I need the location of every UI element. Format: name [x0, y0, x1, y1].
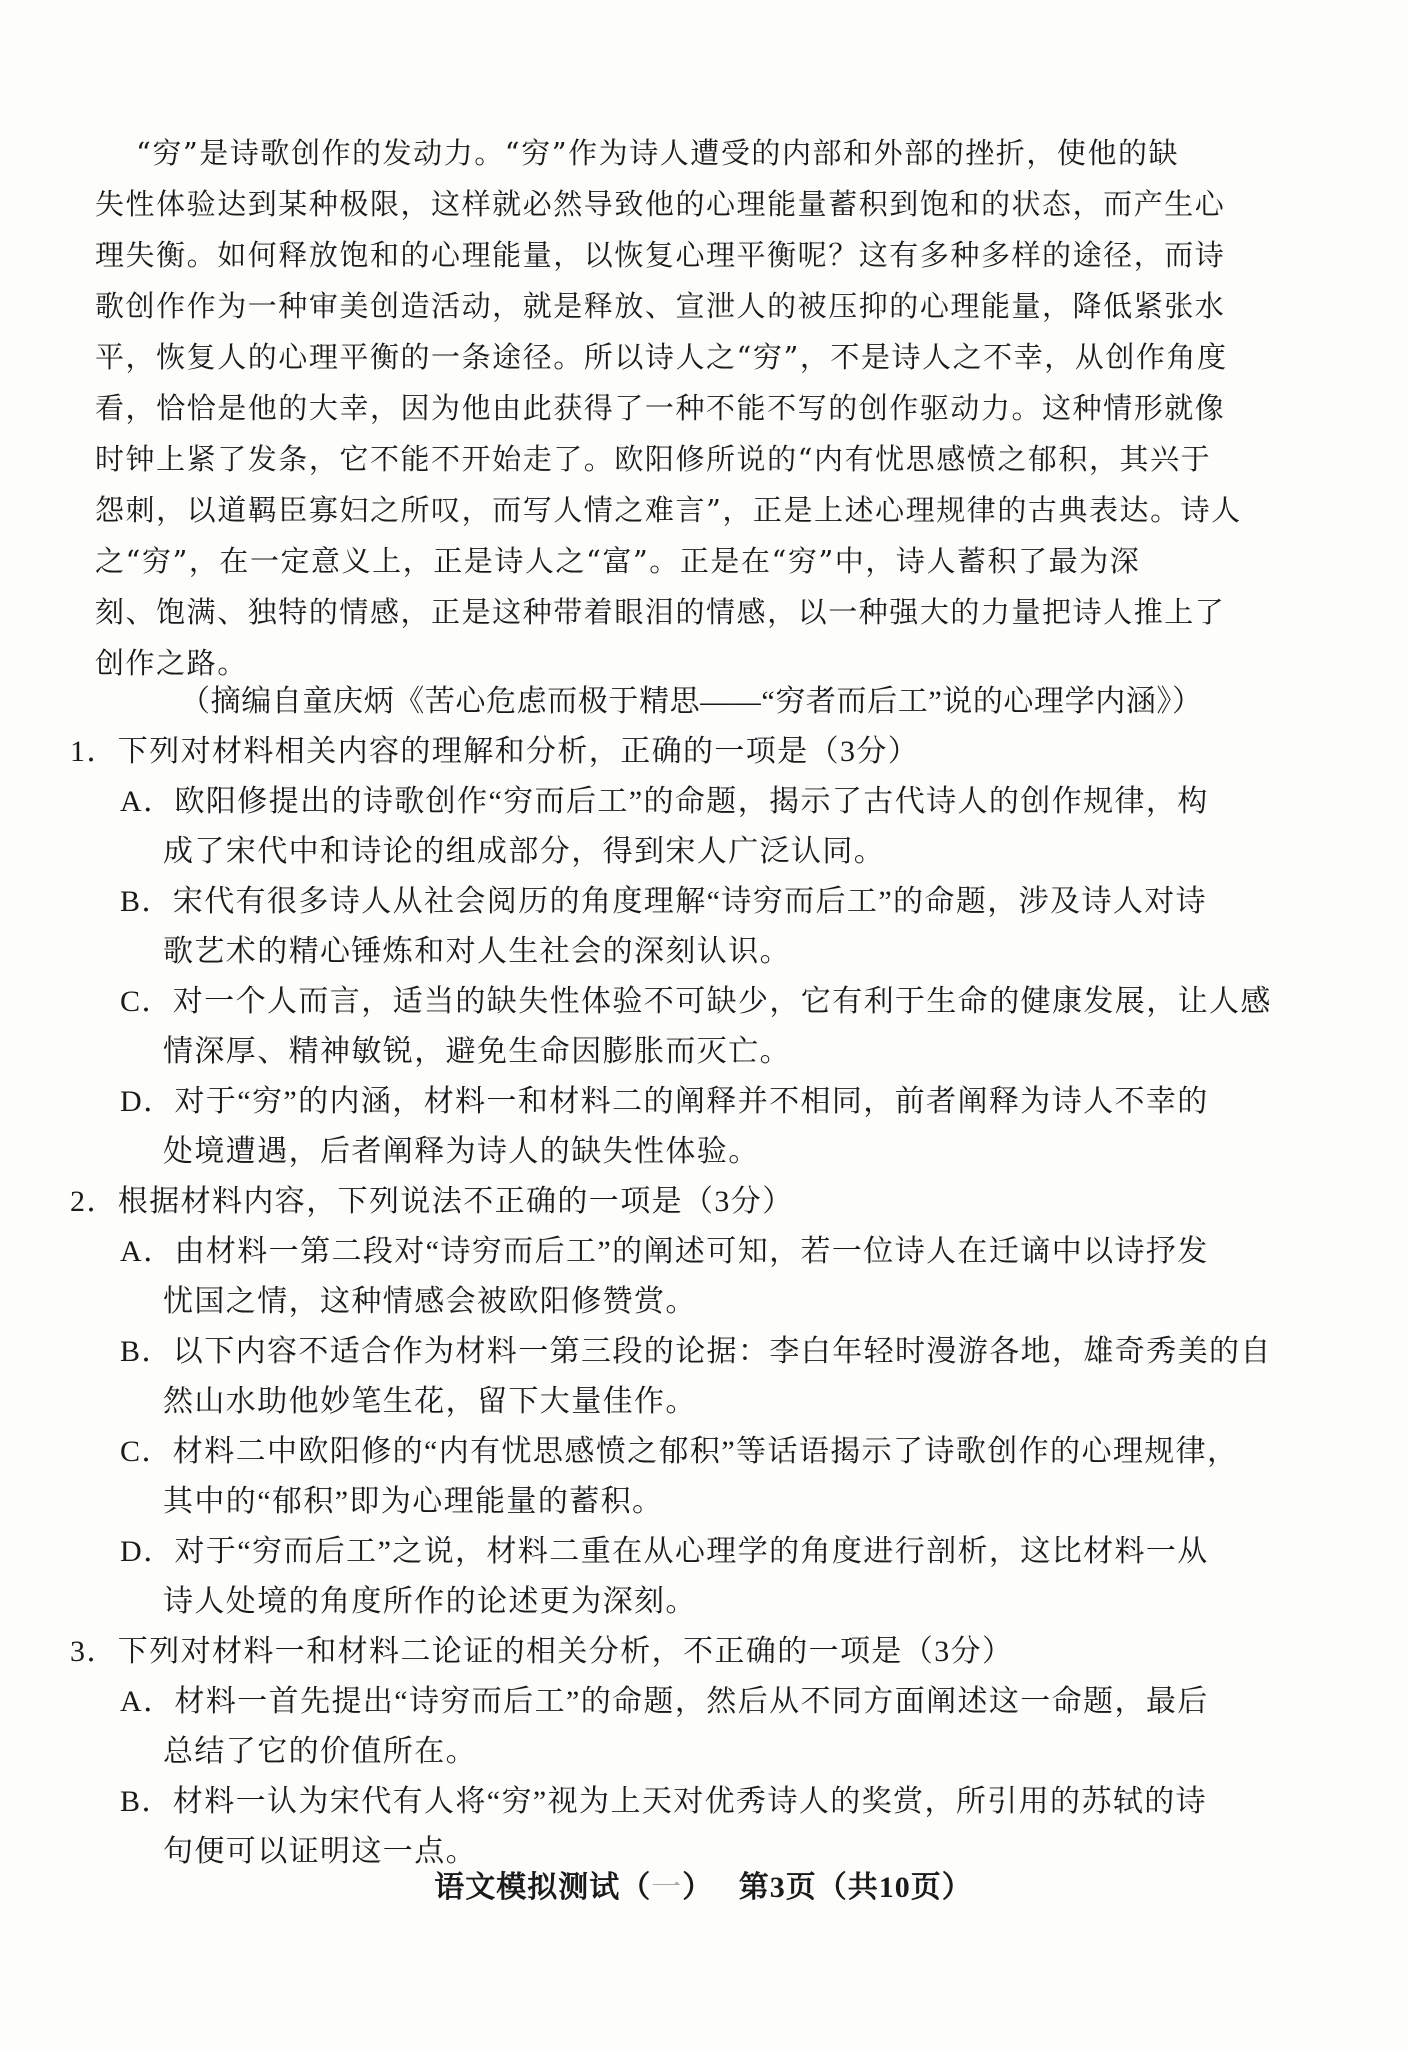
- passage-line: 时钟上紧了发条，它不能不开始走了。欧阳修所说的“内有忧思感愤之郁积，其兴于: [95, 442, 1212, 476]
- option-line: C．材料二中欧阳修的“内有忧思感愤之郁积”等话语揭示了诗歌创作的心理规律，: [120, 1435, 1239, 1468]
- option-line: B．宋代有很多诗人从社会阅历的角度理解“诗穷而后工”的命题，涉及诗人对诗: [120, 885, 1208, 918]
- passage-line: 歌创作作为一种审美创造活动，就是释放、宣泄人的被压抑的心理能量，降低紧张水: [95, 289, 1226, 323]
- option-line: 歌艺术的精心锤炼和对人生社会的深刻认识。: [163, 935, 791, 968]
- option-line: 其中的“郁积”即为心理能量的蓄积。: [163, 1485, 664, 1518]
- passage-line: 刻、饱满、独特的情感，正是这种带着眼泪的情感，以一种强大的力量把诗人推上了: [95, 595, 1226, 629]
- passage-line: “穷”是诗歌创作的发动力。“穷”作为诗人遭受的内部和外部的挫折，使他的缺: [136, 136, 1180, 170]
- option-line: 句便可以证明这一点。: [163, 1835, 477, 1868]
- option-line: C．对一个人而言，适当的缺失性体验不可缺少，它有利于生命的健康发展，让人感: [120, 985, 1272, 1018]
- page-footer: [0, 1866, 1407, 1910]
- option-line: 诗人处境的角度所作的论述更为深刻。: [163, 1585, 697, 1618]
- option-line: B．材料一认为宋代有人将“穷”视为上天对优秀诗人的奖赏，所引用的苏轼的诗: [120, 1785, 1208, 1818]
- option-line: 然山水助他妙笔生花，留下大量佳作。: [163, 1385, 697, 1418]
- option-line: D．对于“穷”的内涵，材料一和材料二的阐释并不相同，前者阐释为诗人不幸的: [120, 1085, 1209, 1118]
- option-line: 忧国之情，这种情感会被欧阳修赞赏。: [163, 1285, 697, 1318]
- exam-title: 语文模拟测试（: [434, 1871, 652, 1904]
- passage-line: 怨刺，以道羁臣寡妇之所叹，而写人情之难言”，正是上述心理规律的古典表达。诗人: [95, 493, 1242, 527]
- option-line: 处境遭遇，后者阐释为诗人的缺失性体验。: [163, 1135, 760, 1168]
- exam-number: 一: [651, 1871, 683, 1904]
- passage-line: 平，恢复人的心理平衡的一条途径。所以诗人之“穷”，不是诗人之不幸，从创作角度: [95, 340, 1228, 374]
- exam-title-close: ）: [682, 1871, 714, 1904]
- passage-line: 看，恰恰是他的大幸，因为他由此获得了一种不能不写的创作驱动力。这种情形就像: [95, 391, 1226, 425]
- question-stem: 3．下列对材料一和材料二论证的相关分析，不正确的一项是（3分）: [70, 1635, 1014, 1668]
- page-number: 第3页（共10页）: [738, 1871, 973, 1904]
- option-line: 成了宋代中和诗论的组成部分，得到宋人广泛认同。: [163, 835, 886, 868]
- passage-source: （摘编自童庆炳《苦心危虑而极于精思——“穷者而后工”说的心理学内涵》）: [180, 685, 1203, 718]
- option-line: D．对于“穷而后工”之说，材料二重在从心理学的角度进行剖析，这比材料一从: [120, 1535, 1209, 1568]
- option-line: 总结了它的价值所在。: [163, 1735, 477, 1768]
- passage-line: 失性体验达到某种极限，这样就必然导致他的心理能量蓄积到饱和的状态，而产生心: [95, 187, 1226, 221]
- question-stem: 2．根据材料内容，下列说法不正确的一项是（3分）: [70, 1185, 794, 1218]
- option-line: B．以下内容不适合作为材料一第三段的论据：李白年轻时漫游各地，雄奇秀美的自: [120, 1335, 1272, 1368]
- option-line: A．欧阳修提出的诗歌创作“穷而后工”的命题，揭示了古代诗人的创作规律，构: [120, 785, 1209, 818]
- option-line: A．材料一首先提出“诗穷而后工”的命题，然后从不同方面阐述这一命题，最后: [120, 1685, 1209, 1718]
- question-stem: 1．下列对材料相关内容的理解和分析，正确的一项是（3分）: [70, 735, 920, 768]
- passage-line: 之“穷”，在一定意义上，正是诗人之“富”。正是在“穷”中，诗人蓄积了最为深: [95, 544, 1141, 578]
- passage-line: 创作之路。: [95, 646, 248, 680]
- option-line: A．由材料一第二段对“诗穷而后工”的阐述可知，若一位诗人在迁谪中以诗抒发: [120, 1235, 1209, 1268]
- option-line: 情深厚、精神敏锐，避免生命因膨胀而灭亡。: [163, 1035, 791, 1068]
- passage-line: 理失衡。如何释放饱和的心理能量，以恢复心理平衡呢？这有多种多样的途径，而诗: [95, 238, 1226, 272]
